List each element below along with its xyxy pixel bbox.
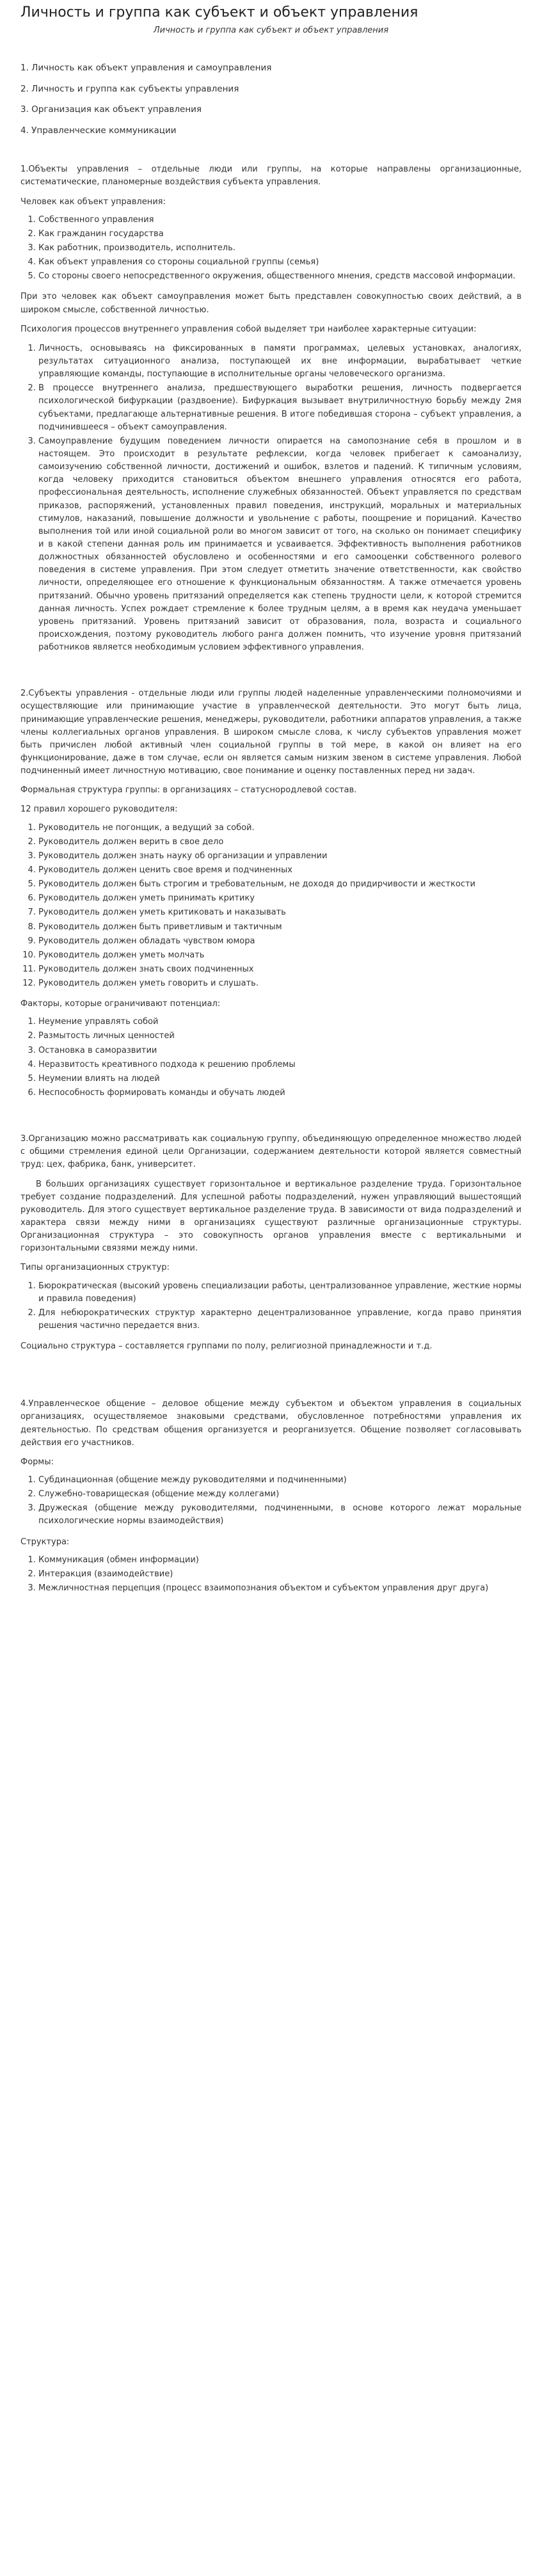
list-item: 2. Как гражданин государства <box>38 228 522 241</box>
structure-types-list <box>20 1280 522 1333</box>
list-item: 1. Руководитель не погонщик, а ведущий за собой. <box>38 822 522 835</box>
list-item: 2. Для небюрократических структур характерно децентрализованное управление, когда право принятия решения частично передается вниз. <box>38 1307 522 1332</box>
social-structure-paragraph: Социально структура – составляется группами по полу, религиозной принадлежности и т.д. <box>20 1341 433 1352</box>
list-item: 3. Остановка в саморазвитии <box>38 1044 522 1057</box>
section-4-intro: 4.Управленческое общение – деловое общение между субъектом и объектом управления в социальных организациях, осуществляемое знаковыми средствами, обусловленное потребностями управления их деятельностью. По средствам общения организуется и реорганизуется. Общение позволяет согласовывать действия его участников. <box>20 1399 522 1448</box>
list-item: 5. Со стороны своего непосредственного окружения, общественного мнения, средств массовой информации. <box>38 270 522 283</box>
list-item: 4. Как объект управления со стороны социальной группы (семья) <box>38 256 522 269</box>
person-list-label: Человек как объект управления: <box>20 196 166 207</box>
section-3-intro: 3.Организацию можно рассматривать как социальную группу, объединяющую определенное множество людей с общими стремления единой цели Организации, содержанием деятельности которой является совместный труд: цех, фабрика, банк, университет. <box>20 1134 522 1170</box>
list-item: 6. Неспособность формировать команды и обучать людей <box>38 1087 522 1100</box>
list-item: 2. Руководитель должен верить в свое дело <box>38 836 522 849</box>
structure-types-label: Типы организационных структур: <box>20 1263 170 1273</box>
document-page <box>10 0 532 1615</box>
situations-list <box>20 342 522 654</box>
person-list <box>20 214 522 284</box>
structure-list <box>20 1554 522 1595</box>
list-item: 3. Межличностная перцепция (процесс взаимопознания объектом и субъектом управления друг друга) <box>38 1582 522 1595</box>
list-item: 1. Коммуникация (обмен информации) <box>38 1554 522 1567</box>
structure-label: Структура: <box>20 1537 70 1547</box>
section-3 <box>20 1133 522 1353</box>
table-of-contents <box>20 61 522 138</box>
forms-list <box>20 1474 522 1528</box>
list-item: 3. Руководитель должен знать науку об организации и управлении <box>38 850 522 863</box>
section-2-intro: 2.Субъекты управления - отдельные люди или группы людей наделенные управленческими полномочиями и осуществляющие или принимающие участие в управленческой деятельности. Это могут быть лица, принимающие управленческие решения, менеджеры, руководители, работники аппаратов управления, а также члены коллегиальных органов управления. В широком смысле слова, к числу субъектов управления может быть причислен любой активный член социальной группы в той мере, в какой он влияет на его функционирование, даже в том случае, если он является самым низким звеном в системе управления. Любой подчиненный имеет личностную мотивацию, свое понимание и оценку поставленных перед ни задач. <box>20 689 522 776</box>
toc-item: 3. Организация как объект управления <box>20 104 202 115</box>
list-item: 9. Руководитель должен обладать чувством юмора <box>38 935 522 948</box>
rules-list <box>20 822 522 991</box>
section-2 <box>20 687 522 1100</box>
page-title: Личность и группа как субъект и объект управления <box>20 4 418 20</box>
list-item: 11. Руководитель должен знать своих подчиненных <box>38 963 522 976</box>
list-item: 12. Руководитель должен уметь говорить и слушать. <box>38 977 522 990</box>
list-item: 2. Размытость личных ценностей <box>38 1030 522 1043</box>
section-1 <box>20 163 522 654</box>
section-1-intro: 1.Объекты управления – отдельные люди или группы, на которые направлены организационные, систематические, планомерные воздействия субъекта управления. <box>20 164 522 188</box>
list-item: 2. В процессе внутреннего анализа, предшествующего выработки решения, личность подвергается психологической бифуркации (раздвоение). Бифуркация вызывает внутриличностную борьбу между 2мя субъектами, предлагающе альтернативные решения. В итоге победившая сторона – субъект управления, а подчинившееся – объект самоуправления. <box>38 382 522 434</box>
list-item: 5. Руководитель должен быть строгим и требовательным, не доходя до придирчивости и жесткости <box>38 878 522 891</box>
toc-item: 1. Личность как объект управления и самоуправления <box>20 62 272 73</box>
list-item: 1. Бюрократическая (высокий уровень специализации работы, централизованное управление, жесткие нормы и правила поведения) <box>38 1280 522 1306</box>
formal-structure-paragraph: Формальная структура группы: в организациях – статуснородлевой состав. <box>20 785 357 796</box>
list-item: 2. Интеракция (взаимодействие) <box>38 1568 522 1581</box>
list-item: 1. Субдинационная (общение между руководителями и подчиненными) <box>38 1474 522 1487</box>
section-4 <box>20 1398 522 1595</box>
list-item: 7. Руководитель должен уметь критиковать и наказывать <box>38 906 522 919</box>
list-item: 3. Самоуправление будущим поведением личности опирается на самопознание себя в прошлом и в настоящем. Это происходит в результате рефлексии, когда человек прибегает к самоанализу, самоизучению собственной личности, достижений и ошибок, взлетов и падений. К типичным условиям, когда человеку приходится становиться объектом внешнего управления относятся его работа, профессиональная деятельность, исполнение служебных обязанностей. Объект управляется по средствам приказов, распоряжений, установленных правил поведения, инструкций, моральных и материальных стимулов, наказаний, повышение должности и увольнение с работы, поощрение и порицаний. Качество выполнения той или иной социальной роли во многом зависит от того, на сколько он понимает специфику и в какой степени данная роль им принимается и усваивается. Эффективность выполнения работников должностных обязанностей обусловлено и особенностями и его самооценки собственного ролевого поведения в системе управления. При этом следует отметить значение ответственности, как свойство личности, определяющее его отношение к функциональным обязанностям. А также отмечается уровень притязаний. Обычно уровень притязаний определяется как степень трудности цели, к которой стремится данная личность. Успех рождает стремление к более трудным целям, а в время как неудача уменьшает уровень притязаний. Уровень притязаний зависит от образования, пола, возраста и социального происхождения, поэтому руководитель любого ранга должен помнить, что изучение уровня притязаний работников является необходимым условием эффективного управления. <box>38 435 522 654</box>
division-of-labor-paragraph: В больших организациях существует горизонтальное и вертикальное разделение труда. Горизонтальное требует создание подразделений. Для успешной работы подразделений, нужен управляющий вышестоящий руководитель. Для этого существует вертикальное разделение труда. В зависимости от вида подразделений и характера связи между ними в организациях существуют различные организационные структуры. Организационная структура – это совокупность органов управления вместе с вертикальными и горизонтальными связями между ними. <box>20 1179 522 1254</box>
list-item: 8. Руководитель должен быть приветливым и тактичным <box>38 921 522 934</box>
page-subtitle: Личность и группа как субъект и объект управления <box>153 25 389 35</box>
list-item: 10. Руководитель должен уметь молчать <box>38 949 522 962</box>
psychology-paragraph: Психология процессов внутреннего управления собой выделяет три наиболее характерные ситуации: <box>20 324 477 334</box>
list-item: 1. Неумение управлять собой <box>38 1016 522 1028</box>
list-item: 4. Руководитель должен ценить свое время и подчиненных <box>38 864 522 877</box>
list-item: 5. Неумении влиять на людей <box>38 1073 522 1085</box>
factors-list-label: Факторы, которые ограничивают потенциал: <box>20 999 221 1009</box>
self-management-paragraph: При это человек как объект самоуправления может быть представлен совокупностью своих действий, а в широком смысле, собственной личностью. <box>20 292 522 315</box>
list-item: 1. Личность, основываясь на фиксированных в памяти программах, целевых установках, аналогиях, результатах ситуационного анализа, поступающей их вне информации, вырабатывает четкие управляющие команды, поступающие в исполнительные органы человеческого организма. <box>38 342 522 381</box>
list-item: 2. Служебно-товарищеская (общение между коллегами) <box>38 1488 522 1501</box>
list-item: 3. Как работник, производитель, исполнитель. <box>38 242 522 255</box>
forms-label: Формы: <box>20 1457 54 1467</box>
list-item: 3. Дружеская (общение между руководителями, подчиненными, в основе которого лежат моральные психологические нормы взаимодействия) <box>38 1502 522 1528</box>
toc-item: 4. Управленческие коммуникации <box>20 125 177 136</box>
rules-list-label: 12 правил хорошего руководителя: <box>20 804 178 815</box>
list-item: 6. Руководитель должен уметь принимать критику <box>38 892 522 905</box>
toc-item: 2. Личность и группа как субъекты управления <box>20 83 239 94</box>
list-item: 1. Собственного управления <box>38 214 522 227</box>
factors-list <box>20 1016 522 1100</box>
list-item: 4. Неразвитость креативного подхода к решению проблемы <box>38 1059 522 1071</box>
